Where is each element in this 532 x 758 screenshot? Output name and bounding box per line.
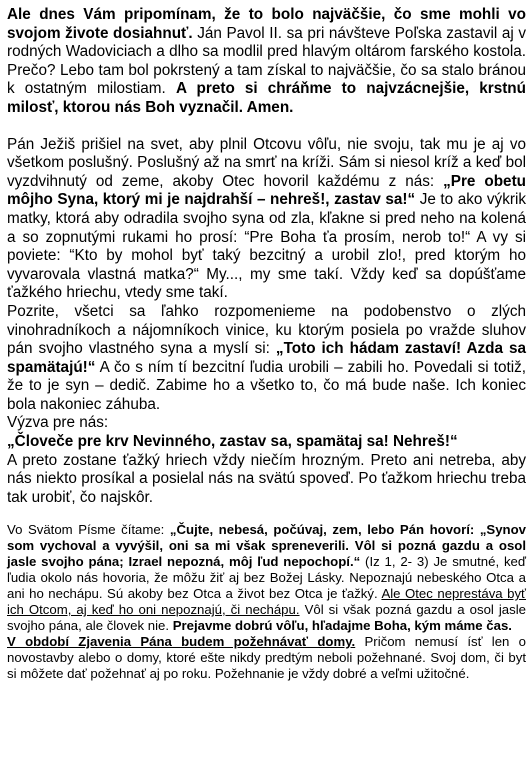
paragraph-rest: A čo s ním tí bezcitní ľudia urobili – zabili ho. Povedali si totiž, že to je syn – dedič. Zabime ho a všetko to, čo má bude naše. Ich koniec bola nakoniec záhuba. bbox=[7, 358, 527, 413]
bold-sentence: Prejavme dobrú vôľu, hľadajme Boha, kým máme čas. bbox=[172, 617, 512, 633]
paragraph-krstna-milost bbox=[7, 6, 526, 118]
epiphany-heading bbox=[7, 634, 355, 649]
underlined-sentence: Ale Otec neprestáva byť ich Otcom, aj keď ho oni nepoznajú, či nechápu. bbox=[7, 586, 527, 617]
paragraph-text: Pozrite, všetci sa ľahko rozpomenieme na podobenstvo o zlých vinohradníkoch a nájomníkoch vinice, ku ktorým posiela po vražde sluhov pán svojho vlastného syna a myslí si: bbox=[7, 302, 526, 358]
intro-text: Vo Svätom Písme čítame: bbox=[7, 522, 165, 538]
paragraph-tazky-hriech: A preto zostane ťažký hriech vždy niečím hrozným. Preto ani netreba, aby nás niekto prosíkal a posielal nás na svätú spoveď. Po ťažkom hriechu treba tak urobiť, čo najskôr. bbox=[7, 451, 526, 506]
call-bold: „Človeče pre krv Nevinného, zastav sa, spamätaj sa! Nehreš!“ bbox=[7, 433, 458, 451]
call-label: Výzva pre nás: bbox=[7, 414, 109, 432]
paragraph-otcova-vola bbox=[7, 136, 526, 303]
spacer bbox=[7, 118, 526, 136]
epiphany-underline: V období Zjavenia Pána budem požehnávať domy. bbox=[7, 633, 356, 649]
paragraph-rest: Je to ako výkrik matky, ktorá aby odradila svojho syna od zla, kľakne si pred neho na kolená a so zopnutými rukami ho prosí: “Pre Boha ťa prosím, nerob to!“ A vy si poviete: “Kto by mohol byť taký bezcitný a urobil zlo!, pred ktorým ho vyvarovala vlastná matka?“ My..., my sme takí. Vždy keď sa dopúšťame ťažkého hriechu, vtedy sme takí. bbox=[7, 191, 526, 302]
scripture-ref: (Iz 1, 2- 3) Je smutné, keď ľudia okolo nás hovoria, že môžu žiť aj bez Božej Lásky. Nepoznajú nebeského Otca a ani ho nechápu. Sú akoby bez Otca a život bez Otca je ťažký. bbox=[7, 554, 526, 602]
closing-bold: A preto si chráňme to najvzácnejšie, krstnú milosť, ktorou nás Boh vyznačil. Amen. bbox=[7, 80, 526, 116]
quote-bold: „Toto ich hádam zastaví! Azda sa spamätajú!“ bbox=[7, 340, 526, 376]
paragraph-vinohradnici bbox=[7, 303, 526, 415]
paragraph-body: Ján Pavol II. sa pri návšteve Poľska zastavil aj v rodných Wadoviciach a dlho sa modlil pred hlavým oltárom farského kostola. Prečo? Lebo tam bol pokrstený a tam získal to najväčšie, čo sa stalo bránou k ostatným milostiam. bbox=[7, 24, 526, 98]
scripture-quote: „Čujte, nebesá, počúvaj, zem, lebo Pán hovorí: „Synov som vychoval a vyvýšil, oni sa mi však spreneverili. Vôl si pozná gazdu a osol jasle svojho pána; Izrael nepozná, môj ľud nepochopí.“ bbox=[7, 522, 527, 570]
call-quote bbox=[7, 433, 526, 452]
paragraph-svate-pismo bbox=[7, 522, 526, 633]
paragraph-text: Pán Ježiš prišiel na svet, aby plnil Otcovu vôľu, nie svoju, tak mu je aj vo všetkom poslušný. Poslušný až na smrť na kríži. Sám si niesol kríž a keď bol vyzdvihnutý od zeme, akoby Otec hovoril každému z nás: bbox=[7, 135, 526, 190]
quote-bold: „Pre obetu môjho Syna, ktorý mi je najdrahší – nehreš!, zastav sa!“ bbox=[7, 172, 527, 209]
spacer bbox=[7, 507, 526, 522]
paragraph-pozehnanie bbox=[7, 634, 526, 682]
paragraph-rest: Pričom nemusí ísť len o novostavby alebo o domy, ktoré ešte nikdy predtým neboli požehnané. Svoj dom, či byt si môžete dať požehnať aj po roku. Požehnanie je vždy dobré a veľmi užitočné. bbox=[7, 633, 526, 681]
lead-bold: Ale dnes Vám pripomínam, že to bolo najväčšie, čo sme mohli vo svojom živote dosiahnuť. bbox=[7, 6, 526, 42]
paragraph-text: Vôl si však pozná gazdu a osol jasle svojho pána, ale človek nie. bbox=[7, 601, 527, 633]
